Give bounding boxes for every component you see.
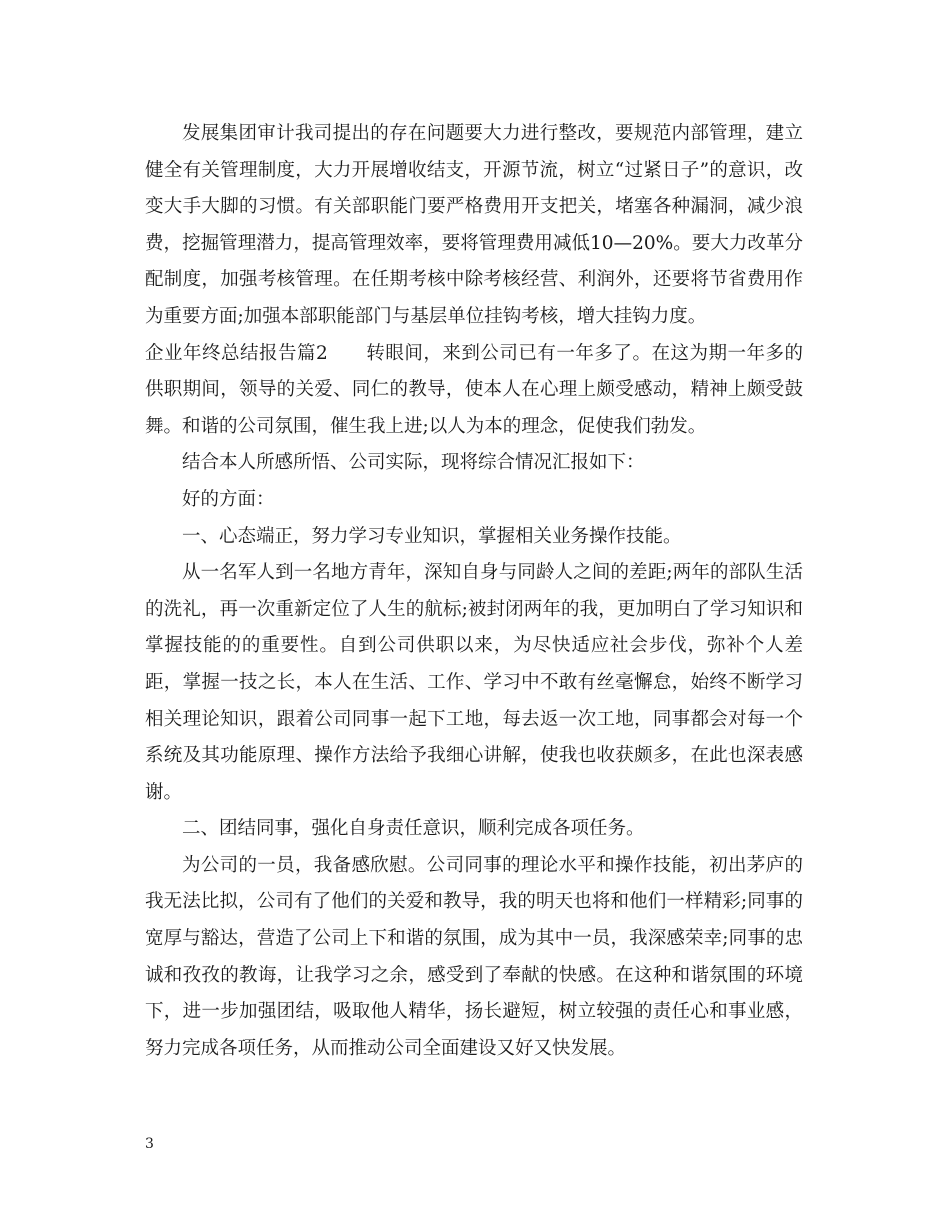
section-heading-good-aspects: 好的方面：: [182, 488, 275, 510]
document-body: [145, 116, 803, 1067]
subheading-one: 一、心态端正，努力学习专业知识，掌握相关业务操作技能。: [182, 525, 682, 547]
paragraph-teamwork: 为公司的一员，我备感欣慰。公司同事的理论水平和操作技能，初出茅庐的我无法比拟，公司有了他们的关爱和教导，我的明天也将和他们一样精彩;同事的宽厚与豁达，营造了公司上下和谐的氛围，成为其中一员，我深感荣幸;同事的忠诚和孜孜的教诲，让我学习之余，感受到了奉献的快感。在这种和谐氛围的环境下，进一步加强团结，吸取他人精华，扬长避短，树立较强的责任心和事业感，努力完成各项任务，从而推动公司全面建设又好又快发展。: [145, 854, 803, 1059]
paragraph-report-2-intro: 企业年终总结报告篇2 转眼间，来到公司已有一年多了。在这为期一年多的供职期间，领导的关爱、同仁的教导，使本人在心理上颇受感动，精神上颇受鼓舞。和谐的公司氛围，催生我上进;以人为本的理念，促使我们勃发。: [145, 342, 803, 437]
page-number: 3: [145, 1136, 154, 1152]
subheading-two: 二、团结同事，强化自身责任意识，顺利完成各项任务。: [182, 818, 645, 840]
paragraph-summary-lead: 结合本人所感所悟、公司实际，现将综合情况汇报如下：: [182, 452, 645, 474]
paragraph-learning: 从一名军人到一名地方青年，深知自身与同龄人之间的差距;两年的部队生活的洗礼，再一次重新定位了人生的航标;被封闭两年的我，更加明白了学习知识和掌握技能的的重要性。自到公司供职以来，为尽快适应社会步伐，弥补个人差距，掌握一技之长，本人在生活、工作、学习中不敢有丝毫懈怠，始终不断学习相关理论知识，跟着公司同事一起下工地，每去返一次工地，同事都会对每一个系统及其功能原理、操作方法给予我细心讲解，使我也收获颇多，在此也深表感谢。: [145, 562, 803, 803]
paragraph-rectification: 发展集团审计我司提出的存在问题要大力进行整改，要规范内部管理，建立健全有关管理制度，大力开展增收结支，开源节流，树立“过紧日子”的意识，改变大手大脚的习惯。有关部职能门要严格费用开支把关，堵塞各种漏洞，减少浪费，挖掘管理潜力，提高管理效率，要将管理费用减低10—20%。要大力改革分配制度，加强考核管理。在任期考核中除考核经营、利润外，还要将节省费用作为重要方面;加强本部职能部门与基层单位挂钩考核，增大挂钩力度。: [145, 123, 803, 327]
